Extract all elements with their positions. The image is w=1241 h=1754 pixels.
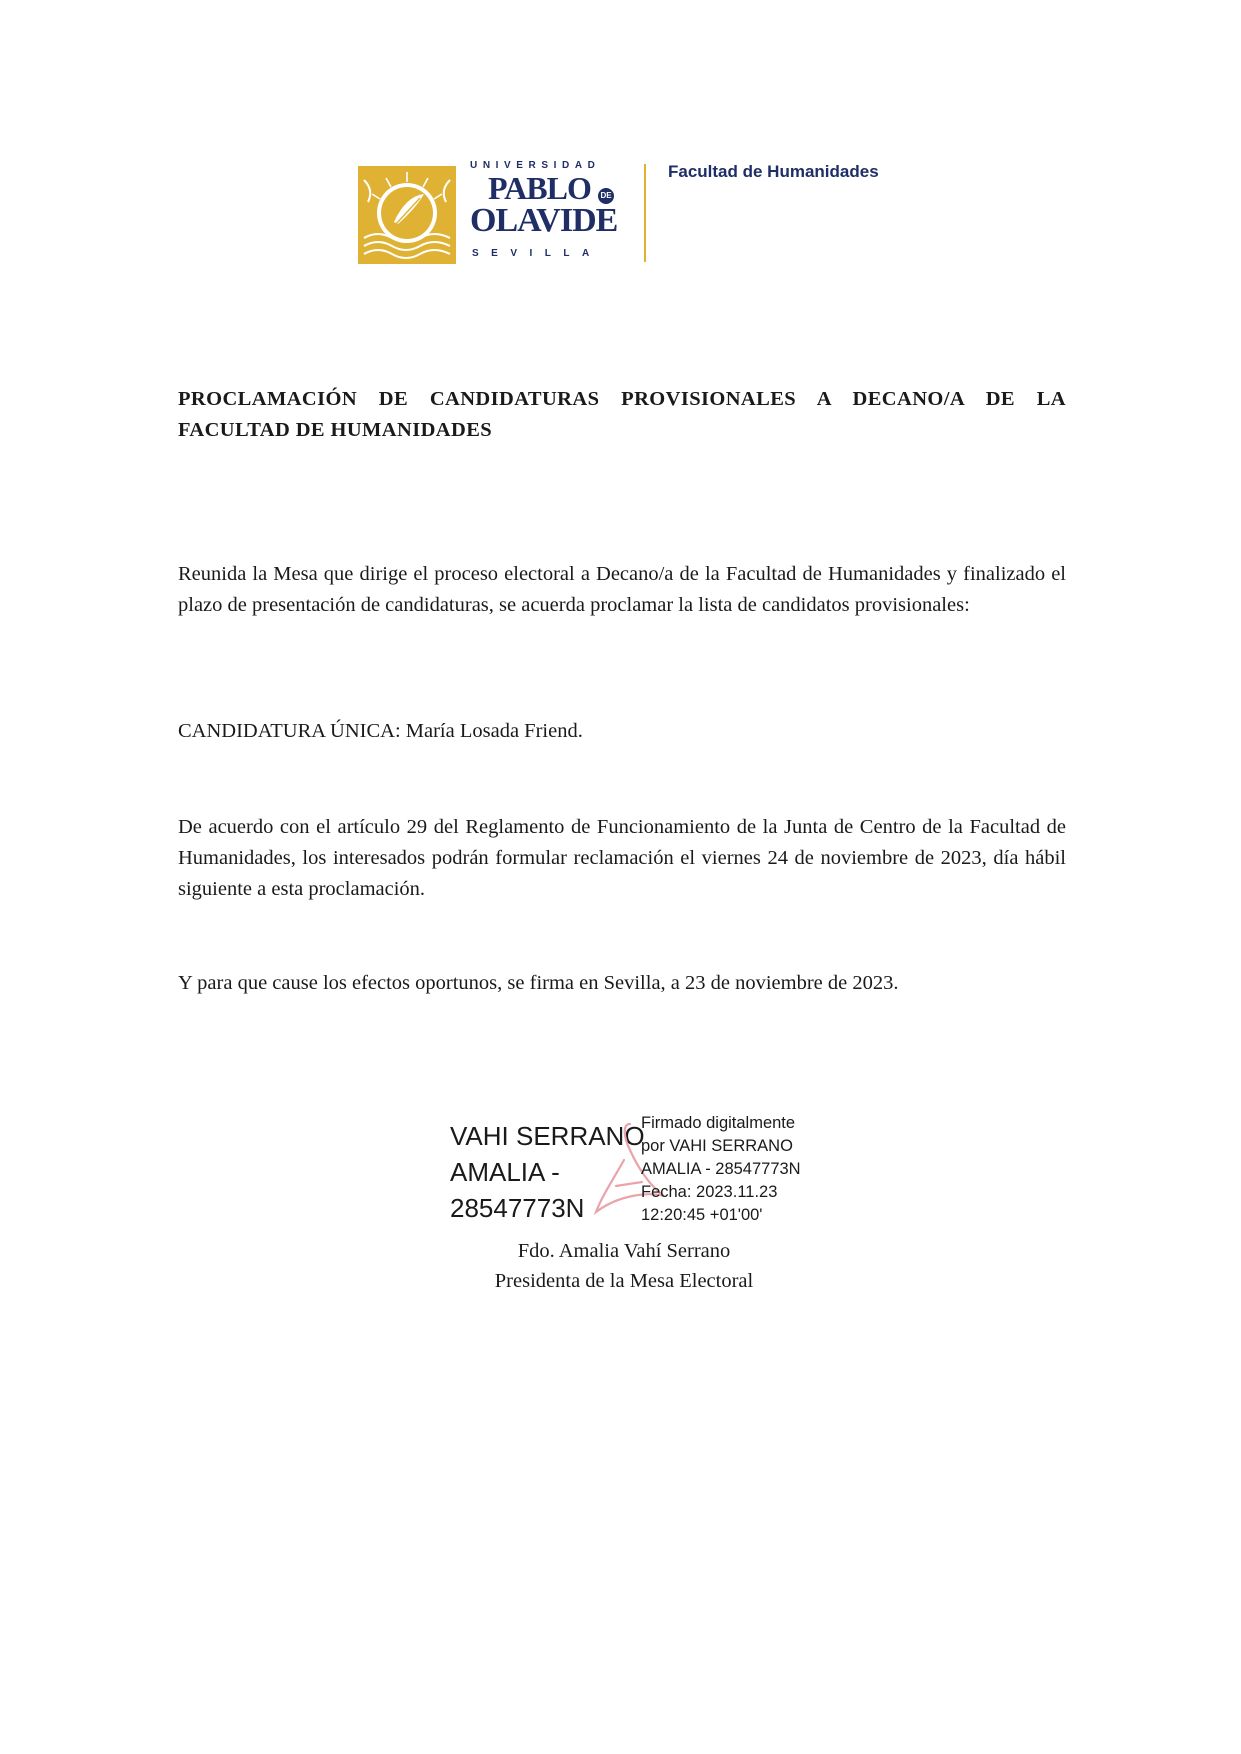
signature-detail-line: por VAHI SERRANO [641, 1137, 793, 1155]
signer-block [380, 1236, 868, 1296]
sun-emblem-icon [358, 166, 456, 264]
signature-detail-line: 12:20:45 +01'00' [641, 1206, 763, 1224]
paragraph-candidate: CANDIDATURA ÚNICA: María Losada Friend. [178, 720, 583, 742]
signature-name-line: VAHI SERRANO [450, 1121, 645, 1151]
university-label: UNIVERSIDAD [470, 160, 601, 171]
signature-name-line: 28547773N [450, 1193, 585, 1223]
signer-name: Fdo. Amalia Vahí Serrano [517, 1240, 731, 1262]
document-title: PROCLAMACIÓN DE CANDIDATURAS PROVISIONALES A DECANO/A DE LA FACULTAD DE HUMANIDADES [178, 388, 1066, 441]
signature-detail-line: Fecha: 2023.11.23 [641, 1183, 778, 1201]
university-logo [358, 158, 898, 268]
paragraph-meeting: Reunida la Mesa que dirige el proceso electoral a Decano/a de la Facultad de Humanidades y finalizado el plazo de presentación de candidaturas, se acuerda proclamar la lista de candidatos provisionales: [178, 563, 1066, 616]
university-name-line1: PABLO [488, 170, 591, 206]
logo-divider [644, 164, 646, 262]
signature-detail-line: Firmado digitalmente [641, 1114, 796, 1132]
paragraph-closing: Y para que cause los efectos oportunos, se firma en Sevilla, a 23 de noviembre de 2023. [178, 972, 899, 994]
signer-role: Presidenta de la Mesa Electoral [494, 1270, 754, 1292]
signature-name-line: AMALIA - [450, 1157, 560, 1187]
signature-detail-line: AMALIA - 28547773N [641, 1160, 801, 1178]
university-name-line2: OLAVIDE [470, 202, 618, 239]
faculty-name: Facultad de Humanidades [668, 162, 879, 181]
digital-signature-details [641, 1112, 801, 1227]
paragraph-claims: De acuerdo con el artículo 29 del Reglamento de Funcionamiento de la Junta de Centro de la Facultad de Humanidades, los interesados podrán formular reclamación el viernes 24 de noviembre de 2023, día hábil siguiente a esta proclamación. [178, 816, 1066, 900]
university-city: SEVILLA [472, 248, 602, 259]
university-name-de: DE [598, 188, 614, 204]
